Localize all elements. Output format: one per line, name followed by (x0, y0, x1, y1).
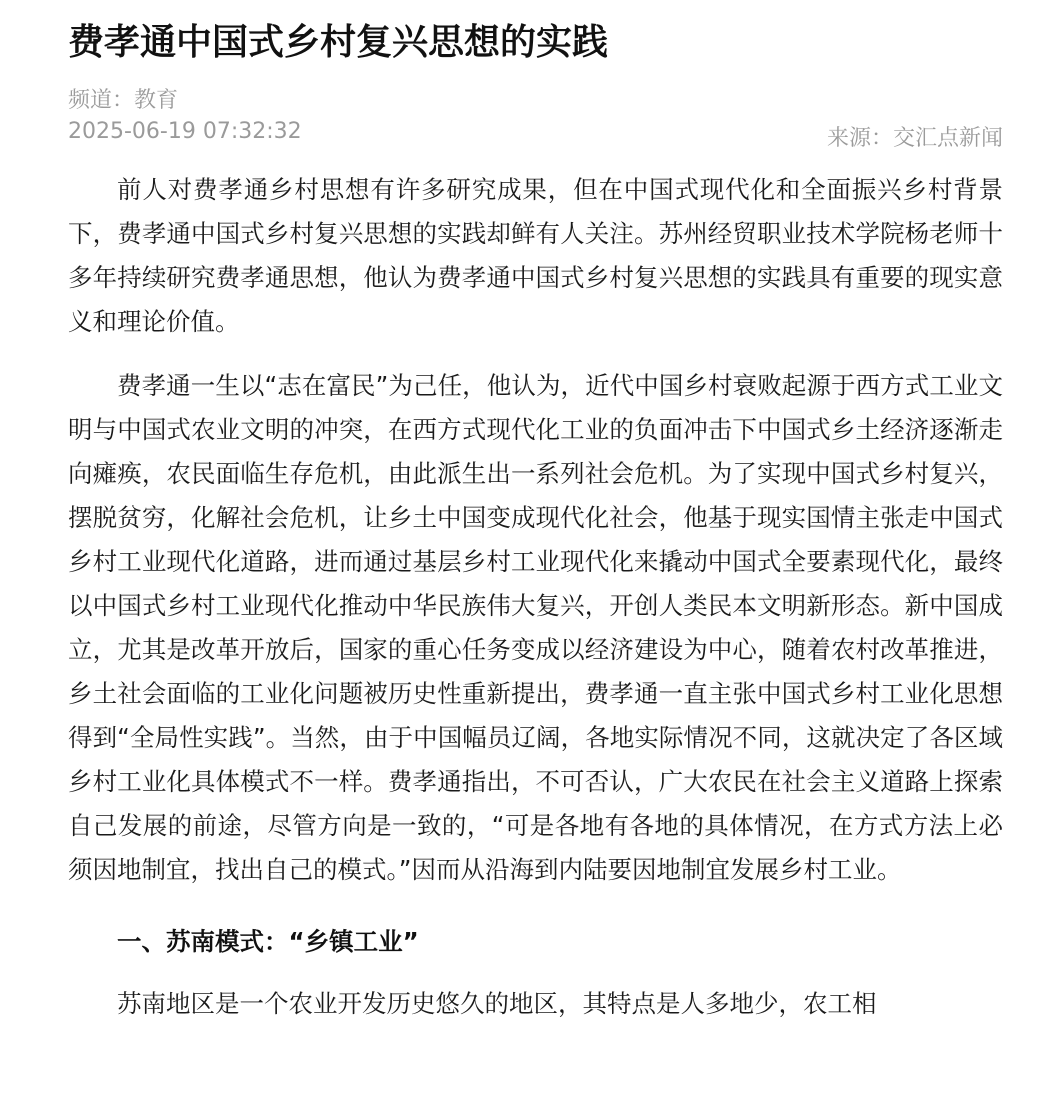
paragraph: 前人对费孝通乡村思想有许多研究成果，但在中国式现代化和全面振兴乡村背景下，费孝通中国式乡村复兴思想的实践却鲜有人关注。苏州经贸职业技术学院杨老师十多年持续研究费孝通思想，他认为费孝通中国式乡村复兴思想的实践具有重要的现实意义和理论价值。 (68, 175, 1003, 336)
article-body (68, 168, 1003, 1026)
source-label: 来源：交汇点新闻 (826, 126, 1003, 151)
paragraph: 费孝通一生以“志在富民”为己任，他认为，近代中国乡村衰败起源于西方式工业文明与中国式农业文明的冲突，在西方式现代化工业的负面冲击下中国式乡土经济逐渐走向瘫痪，农民面临生存危机，由此派生出一系列社会危机。为了实现中国式乡村复兴，摆脱贫穷，化解社会危机，让乡土中国变成现代化社会，他基于现实国情主张走中国式乡村工业现代化道路，进而通过基层乡村工业现代化来撬动中国式全要素现代化，最终以中国式乡村工业现代化推动中华民族伟大复兴，开创人类民本文明新形态。新中国成立，尤其是改革开放后，国家的重心任务变成以经济建设为中心，随着农村改革推进，乡土社会面临的工业化问题被历史性重新提出，费孝通一直主张中国式乡村工业化思想得到“全局性实践”。当然，由于中国幅员辽阔，各地实际情况不同，这就决定了各区域乡村工业化具体模式不一样。费孝通指出，不可否认，广大农民在社会主义道路上探索自己发展的前途，尽管方向是一致的，“可是各地有各地的具体情况，在方式方法上必须因地制宜，找出自己的模式。”因而从沿海到内陆要因地制宜发展乡村工业。 (68, 371, 1003, 884)
channel-label: 频道：教育 (68, 88, 179, 113)
paragraph: 苏南地区是一个农业开发历史悠久的地区，其特点是人多地少，农工相 (117, 989, 877, 1018)
section-heading: 一、苏南模式：“乡镇工业” (117, 927, 419, 956)
article-title: 费孝通中国式乡村复兴思想的实践 (68, 22, 609, 63)
publish-datetime: 2025-06-19 07:32:32 (68, 119, 302, 144)
article (68, 0, 1003, 1046)
article-meta (68, 86, 1003, 154)
